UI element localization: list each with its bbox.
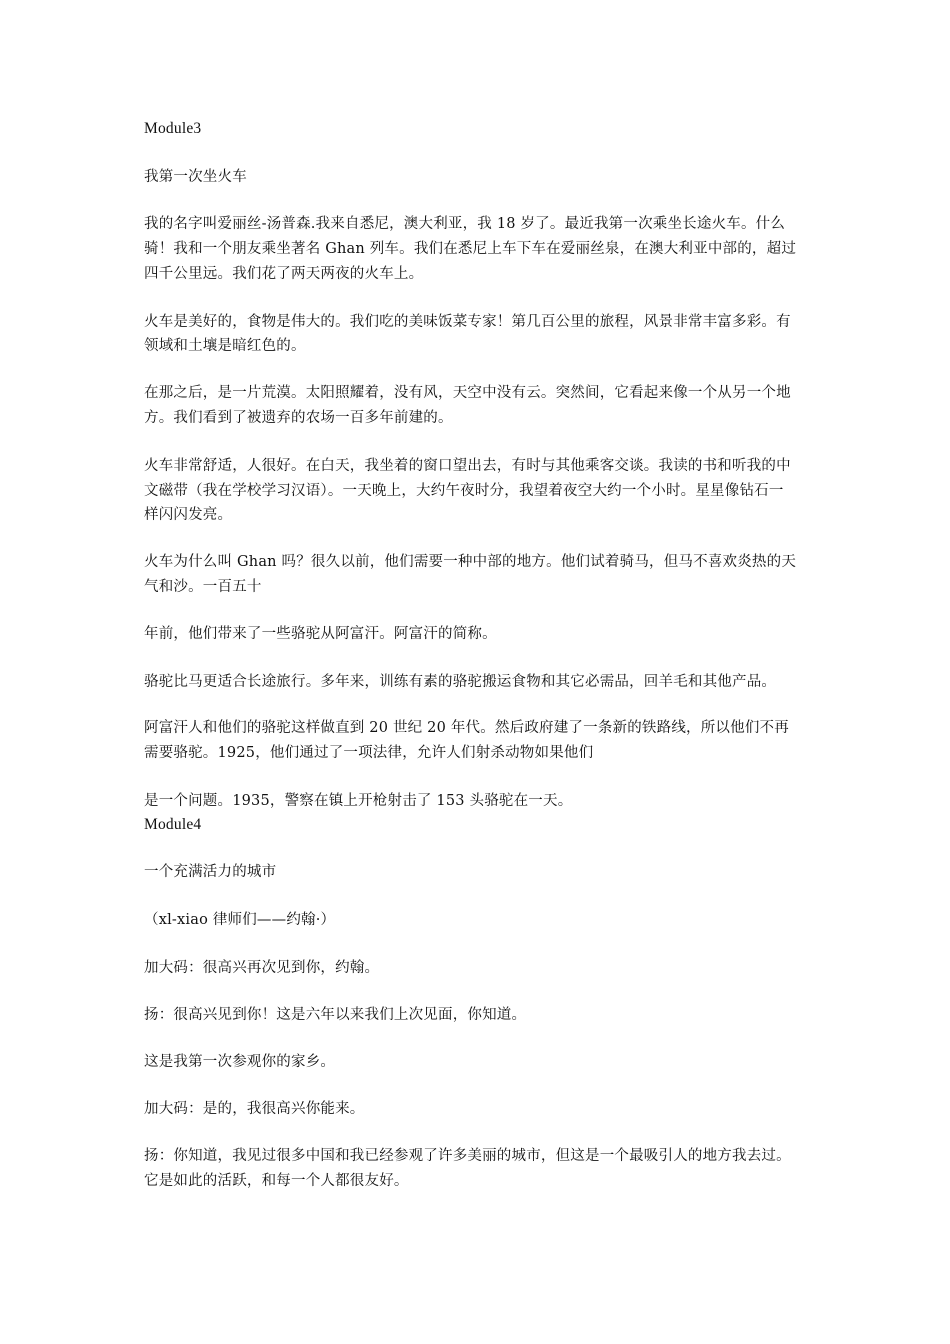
- paragraph-line: 火车为什么叫 Ghan 吗？很久以前，他们需要一种中部的地方。他们试着骑马，但马不喜欢炎热的天: [144, 554, 797, 570]
- module3-heading: Module3: [144, 120, 202, 137]
- module3-paragraph-7: 骆驼比马更适合长途旅行。多年来，训练有素的骆驼搬运食物和其它必需品，回羊毛和其他产品。: [144, 674, 777, 690]
- dialogue-line-2: 扬：很高兴见到你！这是六年以来我们上次见面，你知道。: [144, 1007, 527, 1023]
- dialogue-line-1: 加大码：很高兴再次见到你，约翰。: [144, 960, 380, 976]
- paragraph-line: 需要骆驼。1925，他们通过了一项法律，允许人们射杀动物如果他们: [144, 745, 594, 761]
- paragraph-line: 骑！我和一个朋友乘坐著名 Ghan 列车。我们在悉尼上车下车在爱丽丝泉，在澳大利亚中部的，超过: [144, 241, 797, 257]
- paragraph-line: 火车非常舒适，人很好。在白天，我坐着的窗口望出去，有时与其他乘客交谈。我读的书和听我的中: [144, 458, 791, 474]
- module3-title: 我第一次坐火车: [144, 169, 247, 185]
- paragraph-line: 扬：你知道，我见过很多中国和我已经参观了许多美丽的城市，但这是一个最吸引人的地方我去过。: [144, 1148, 791, 1164]
- paragraph-line: 我的名字叫爱丽丝-汤普森.我来自悉尼，澳大利亚，我 18 岁了。最近我第一次乘坐长途火车。什么: [144, 216, 786, 232]
- paragraph-line: 领域和土壤是暗红色的。: [144, 338, 306, 354]
- paragraph-line: 方。我们看到了被遗弃的农场一百多年前建的。: [144, 410, 453, 426]
- paragraph-line: 火车是美好的，食物是伟大的。我们吃的美味饭菜专家！第几百公里的旅程，风景非常丰富多彩。有: [144, 314, 791, 330]
- module4-title: 一个充满活力的城市: [144, 864, 277, 880]
- paragraph-line: 文磁带（我在学校学习汉语）。一天晚上，大约午夜时分，我望着夜空大约一个小时。星星像钻石一: [144, 483, 784, 499]
- module4-heading: Module4: [144, 816, 202, 833]
- paragraph-line: 气和沙。一百五十: [144, 579, 262, 595]
- paragraph-line: 阿富汗人和他们的骆驼这样做直到 20 世纪 20 年代。然后政府建了一条新的铁路线，所以他们不再: [144, 720, 789, 736]
- module3-paragraph-9: 是一个问题。1935，警察在镇上开枪射击了 153 头骆驼在一天。: [144, 793, 573, 809]
- module3-paragraph-6: 年前，他们带来了一些骆驼从阿富汗。阿富汗的简称。: [144, 626, 497, 642]
- dialogue-line-4: 加大码：是的，我很高兴你能来。: [144, 1101, 365, 1117]
- module4-subtitle: （xl-xiao 律师们——约翰·）: [144, 912, 336, 928]
- paragraph-line: 在那之后，是一片荒漠。太阳照耀着，没有风，天空中没有云。突然间，它看起来像一个从另一个地: [144, 385, 791, 401]
- dialogue-line-3: 这是我第一次参观你的家乡。: [144, 1054, 336, 1070]
- paragraph-line: 四千公里远。我们花了两天两夜的火车上。: [144, 266, 424, 282]
- paragraph-line: 它是如此的活跃，和每一个人都很友好。: [144, 1173, 409, 1189]
- paragraph-line: 样闪闪发亮。: [144, 507, 233, 523]
